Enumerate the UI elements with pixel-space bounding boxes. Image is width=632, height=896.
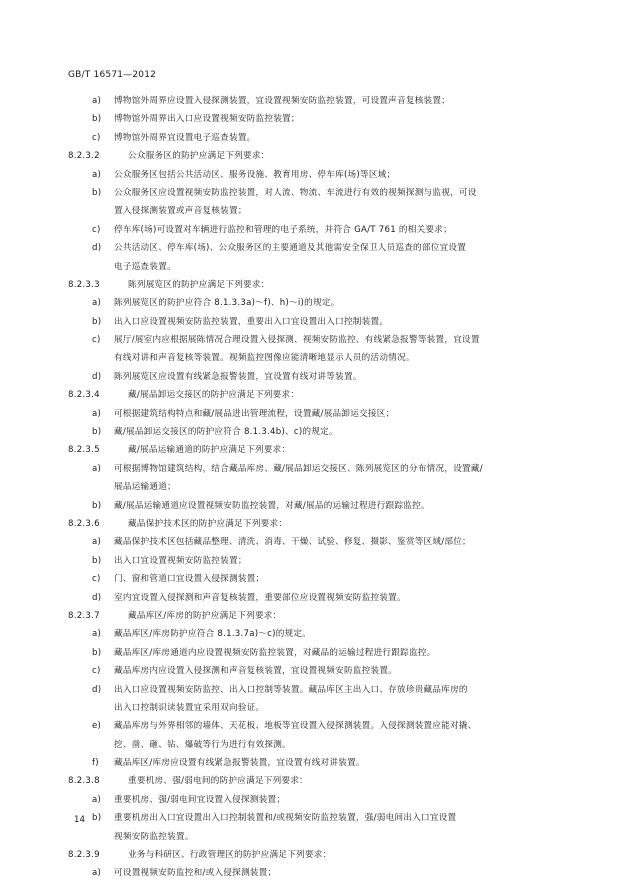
- continuation-text: 有线对讲和声音复核等装置。视频监控图像应能清晰地显示人员的活动情况。: [114, 353, 415, 364]
- list-item-text: 重要机房出入口宜设置出入口控制装置和/或视频安防监控装置，强/弱电间出入口宜设置: [114, 813, 457, 824]
- list-item-continuation: [0, 736, 632, 754]
- list-item-text: 藏品库区/库房应设置有线紧急报警装置，宜设置有线对讲装置。: [114, 758, 365, 769]
- list-item: [0, 662, 632, 680]
- standard-header: GB/T 16571—2012: [68, 70, 157, 80]
- list-item: [0, 313, 632, 331]
- list-item: [0, 625, 632, 643]
- list-item-text: 出入口宜设置视频安防监控装置；: [114, 555, 247, 566]
- list-item-marker: c): [92, 666, 101, 677]
- list-item-text: 重要机房、强/弱电间宜设置入侵探测装置；: [114, 794, 286, 805]
- list-item: [0, 791, 632, 809]
- list-item: [0, 754, 632, 772]
- list-item-marker: a): [92, 463, 102, 474]
- section-clause: [0, 386, 632, 404]
- list-item: [0, 681, 632, 699]
- clause-text: 重要机房、强/弱电间的防护应满足下列要求：: [128, 776, 309, 787]
- list-item: [0, 552, 632, 570]
- list-item: [0, 497, 632, 515]
- list-item: [0, 92, 632, 110]
- list-item-continuation: [0, 828, 632, 846]
- list-item-text: 出入口应设置视频安防监控装置，重要出入口宜设置出入口控制装置。: [114, 316, 389, 327]
- list-item-text: 藏品库房内应设置入侵探测和声音复核装置，宜设置视频安防监控装置。: [114, 666, 398, 677]
- clause-number: 8.2.3.8: [68, 776, 100, 787]
- list-item-marker: b): [92, 427, 102, 438]
- list-item-marker: c): [92, 224, 101, 235]
- list-item-continuation: [0, 349, 632, 367]
- list-item-text: 藏品库区/库房防护应符合 8.1.3.7a)～c)的规定。: [114, 629, 312, 640]
- list-item: [0, 423, 632, 441]
- list-item-text: 陈列展览区应设置有线紧急报警装置，宜设置有线对讲等装置。: [114, 371, 362, 382]
- continuation-text: 展品运输通道；: [114, 482, 176, 493]
- list-item: [0, 110, 632, 128]
- clause-number: 8.2.3.9: [68, 850, 100, 861]
- list-item: [0, 221, 632, 239]
- list-item: [0, 570, 632, 588]
- list-item-text: 博物馆外周界宜设置电子巡查装置。: [114, 132, 256, 143]
- list-item-text: 可设置视频安防监控和/或入侵探测装置；: [114, 868, 277, 879]
- list-item-text: 博物馆外周界应设置入侵探测装置，宜设置视频安防监控装置，可设置声音复核装置；: [114, 96, 451, 106]
- list-item-continuation: [0, 478, 632, 496]
- list-item-marker: c): [92, 132, 101, 143]
- list-item-marker: e): [92, 721, 102, 732]
- continuation-text: 置入侵探测装置或声音复核装置；: [114, 206, 247, 217]
- list-item-marker: c): [92, 335, 101, 346]
- list-item-text: 停车库(场)可设置对车辆进行监控和管理的电子系统，并符合 GA/T 761 的相关要求；: [114, 224, 452, 235]
- list-item-marker: d): [92, 243, 102, 254]
- list-item: [0, 589, 632, 607]
- section-clause: [0, 441, 632, 459]
- list-item-marker: b): [92, 813, 102, 824]
- clause-text: 藏/展品运输通道的防护应满足下列要求：: [128, 445, 291, 456]
- list-item-text: 门、窗和管道口宜设置入侵探测装置；: [114, 574, 265, 585]
- clause-text: 公众服务区的防护应满足下列要求：: [128, 151, 270, 162]
- clause-text: 藏品库区/库房的防护应满足下列要求：: [128, 610, 282, 621]
- list-item-continuation: [0, 202, 632, 220]
- list-item: [0, 129, 632, 147]
- page-body: [0, 92, 632, 883]
- list-item: [0, 533, 632, 551]
- list-item-marker: d): [92, 371, 102, 382]
- list-item: [0, 331, 632, 349]
- list-item-marker: b): [92, 114, 102, 125]
- continuation-text: 挖、凿、砸、钻、爆破等行为进行有效探测。: [114, 739, 291, 750]
- clause-text: 陈列展览区的防护应满足下列要求：: [128, 279, 270, 290]
- clause-number: 8.2.3.4: [68, 390, 100, 401]
- list-item-text: 展厅/展室内应根据展陈情况合理设置入侵探测、视频安防监控、有线紧急报警等装置，宜设置: [114, 335, 480, 346]
- list-item-text: 藏/展品运输通道应设置视频安防监控装置，对藏/展品的运输过程进行跟踪监控。: [114, 500, 430, 511]
- list-item-marker: b): [92, 500, 102, 511]
- list-item-marker: b): [92, 555, 102, 566]
- list-item-text: 室内宜设置入侵探测和声音复核装置，重要部位应设置视频安防监控装置。: [114, 592, 406, 603]
- list-item-marker: b): [92, 316, 102, 327]
- list-item-marker: c): [92, 574, 101, 585]
- list-item-marker: a): [92, 96, 102, 106]
- list-item: [0, 644, 632, 662]
- list-item-marker: b): [92, 187, 102, 198]
- list-item-marker: f): [92, 758, 99, 769]
- list-item-text: 公众服务区应设置视频安防监控装置，对人流、物流、车流进行有效的视频探测与监视，可设: [114, 187, 477, 198]
- clause-text: 藏/展品卸运交接区的防护应满足下列要求：: [128, 390, 300, 401]
- list-item: [0, 717, 632, 735]
- clause-number: 8.2.3.5: [68, 445, 100, 456]
- list-item-continuation: [0, 699, 632, 717]
- list-item: [0, 294, 632, 312]
- list-item: [0, 166, 632, 184]
- list-item: [0, 460, 632, 478]
- clause-text: 业务与科研区、行政管理区的防护应满足下列要求：: [128, 850, 332, 861]
- list-item-marker: a): [92, 537, 102, 548]
- list-item-text: 可根据博物馆建筑结构，结合藏品库房、藏/展品卸运交接区、陈列展览区的分布情况，设置藏/: [114, 463, 483, 474]
- clause-number: 8.2.3.2: [68, 151, 100, 162]
- list-item-marker: a): [92, 794, 102, 805]
- list-item-text: 藏品保护技术区包括藏品整理、清洗、消毒、干燥、试验、修复、摄影、鉴赏等区域/部位；: [114, 537, 471, 548]
- list-item-text: 藏品库房与外界相邻的墙体、天花板、地板等宜设置入侵探测装置。入侵探测装置应能对撬、: [114, 721, 477, 732]
- list-item-text: 陈列展览区的防护应符合 8.1.3.3a)～f)、h)～i)的规定。: [114, 298, 340, 309]
- list-item: [0, 405, 632, 423]
- list-item-marker: b): [92, 647, 102, 658]
- section-clause: [0, 846, 632, 864]
- list-item-marker: a): [92, 868, 102, 879]
- list-item-text: 藏品库区/库房通道内应设置视频安防监控装置，对藏品的运输过程进行跟踪监控。: [114, 647, 436, 658]
- list-item-continuation: [0, 258, 632, 276]
- continuation-text: 电子巡查装置。: [114, 261, 176, 272]
- list-item-marker: d): [92, 592, 102, 603]
- list-item-marker: d): [92, 684, 102, 695]
- continuation-text: 视频安防监控装置。: [114, 831, 194, 842]
- section-clause: [0, 515, 632, 533]
- section-clause: [0, 147, 632, 165]
- list-item-marker: a): [92, 169, 102, 180]
- clause-number: 8.2.3.6: [68, 518, 100, 529]
- list-item-text: 博物馆外周界出入口应设置视频安防监控装置；: [114, 114, 300, 125]
- section-clause: [0, 772, 632, 790]
- list-item-text: 藏/展品卸运交接区的防护应符合 8.1.3.4b)、c)的规定。: [114, 427, 338, 438]
- list-item: [0, 368, 632, 386]
- clause-number: 8.2.3.3: [68, 279, 100, 290]
- clause-text: 藏品保护技术区的防护应满足下列要求：: [128, 518, 288, 529]
- section-clause: [0, 607, 632, 625]
- list-item-text: 出入口应设置视频安防监控、出入口控制等装置。藏品库区主出入口、存放珍贵藏品库房的: [114, 684, 468, 695]
- clause-number: 8.2.3.7: [68, 610, 100, 621]
- section-clause: [0, 276, 632, 294]
- list-item-marker: a): [92, 408, 102, 419]
- list-item-marker: a): [92, 298, 102, 309]
- continuation-text: 出入口控制识读装置宜采用双向验证。: [114, 702, 265, 713]
- list-item-marker: a): [92, 629, 102, 640]
- list-item: [0, 184, 632, 202]
- list-item-text: 可根据建筑结构特点和藏/展品进出管理流程，设置藏/展品卸运交接区；: [114, 408, 395, 419]
- list-item: [0, 239, 632, 257]
- list-item-text: 公众服务区包括公共活动区、服务设施、教育用房、停车库(场)等区域；: [114, 169, 396, 180]
- list-item: [0, 809, 632, 827]
- list-item: [0, 864, 632, 882]
- page-number: 14: [74, 815, 85, 825]
- list-item-text: 公共活动区、停车库(场)、公众服务区的主要通道及其他需安全保卫人员巡查的部位宜设置: [114, 243, 467, 254]
